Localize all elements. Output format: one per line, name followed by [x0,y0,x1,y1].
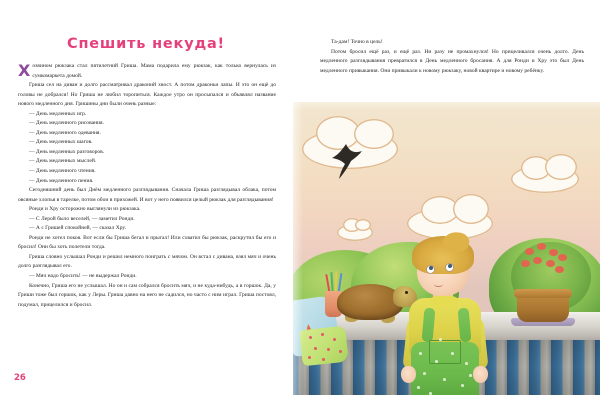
overall-pocket [429,340,461,364]
overall-dot [435,360,438,363]
blossom [533,257,542,264]
list-item: — День медленного чтения. [29,168,96,175]
list-item: — День медленного пения. [29,177,94,184]
blossom [521,260,530,267]
paragraph-2: Гриша сел на диван и долго рассматривал драконий хвост. А потом драконьи лапы. И это он ещё до головы не добрался! Но Гриша не любил торопиться. Каждое утро он просыпался и объявлял название нового медленного дня. Гришины дни были очень разные: [18,82,276,108]
overall-dot [439,338,442,341]
dialogue-line: — Мяч надо бросить! — не выдержал Ронди. [29,273,137,280]
boy-collar [429,295,459,307]
overall-dot [469,374,472,377]
right-page [300,0,600,411]
drop-cap-letter: Х [18,61,31,80]
opening-paragraph [18,62,276,81]
overall-dot [423,372,426,375]
paragraph-1: Потом бросил ещё раз, и ещё раз. Ни разу не промахнулся! Но прицеливался очень долго. День медленного разглядывания превратился в День медленного бросания. А для Ронди и Хру это был День медленного привыкания. Они привыкали к новому рюкзаку, новой квартире и новому ребёнку. [320,48,584,74]
paragraph-7: Конечно, Гриша его не услышал. Но он и сам собрался бросить мяч, и не куда-нибудь, а в горшок. Да, у Гриши тоже был горшок, как у Леры. Гриша давно на него не садился, но часто с ним играл. Гриша постоял, подумал, прицелился и бросил. [18,282,276,308]
overall-dot [451,352,454,355]
dialogue-line: — С Лерой было веселей, — заметил Ронди. [29,215,135,222]
list-item: — День медленных разговоров. [29,148,105,155]
list-item: — День медленных шагов. [29,139,93,146]
overall-dot [443,378,446,381]
paragraph-3: Сегодняшний день был Днём медленного разглядывания. Сначала Гриша разглядывал облака, потом овсяные хлопья в тарелке, потом обои в прихожей. И вот у него появился целый рюкзак для разглядывания! [18,187,276,203]
paragraph-5: Ронди не хотел покоя. Вот если бы Гриша бегал и прыгал! Или схватил бы рюкзак, раскрутил бы его и бросил! Они бы хоть полетели тогда. [18,234,276,251]
flowerpot [517,294,569,322]
blossom [546,260,555,267]
boy-hand-right [473,366,488,383]
flowerpot-rim [514,289,572,298]
bird-silhouette-icon [329,142,363,180]
blossom [549,249,558,256]
list-item: — День медленных игр. [29,110,87,117]
left-page [0,0,292,411]
right-page-text-column [320,38,584,76]
illustration-bottom-edge [293,395,600,401]
list-item: — День медленных мыслей. [29,158,97,165]
left-page-text-column [18,62,276,310]
blossom [537,243,546,250]
list-item: — День медленного рисования. [29,120,104,127]
cloud-right-icon [511,165,579,193]
overall-dot [465,362,468,365]
paragraph-6: Гриша словно услышал Ронди и решил немного поиграть с мячом. Он встал с дивана, взял мяч и очень долго разглядывал его. [18,253,276,270]
blossom [525,248,534,255]
illustration [293,102,600,401]
overall-dot [417,386,420,389]
boy-mouth [434,282,443,287]
boy-hand-left [401,366,416,383]
dialogue-line: Та-дам! Точно в цель! [331,39,383,45]
story-title: Спешить некуда! [67,36,225,52]
blossom [558,254,567,261]
opening-paragraph-text: озяином рюкзака стал пятилетний Гриша. Мама подарила ему рюкзак, как только вернулась из сумкомаркета домой. [32,63,276,79]
overall-dot [461,384,464,387]
overall-dot [419,352,422,355]
turtle-eye [405,291,408,294]
blossom [555,266,564,273]
cloud-small-icon [337,224,373,241]
paragraph-4: Ронди и Хру осторожно выглянули из рюкзака. [29,206,141,213]
page-number: 26 [14,373,26,383]
dialogue-line: — А с Гришей спокойней, — сказал Хру. [29,225,127,232]
list-item: — День медленного одевания. [29,129,101,136]
